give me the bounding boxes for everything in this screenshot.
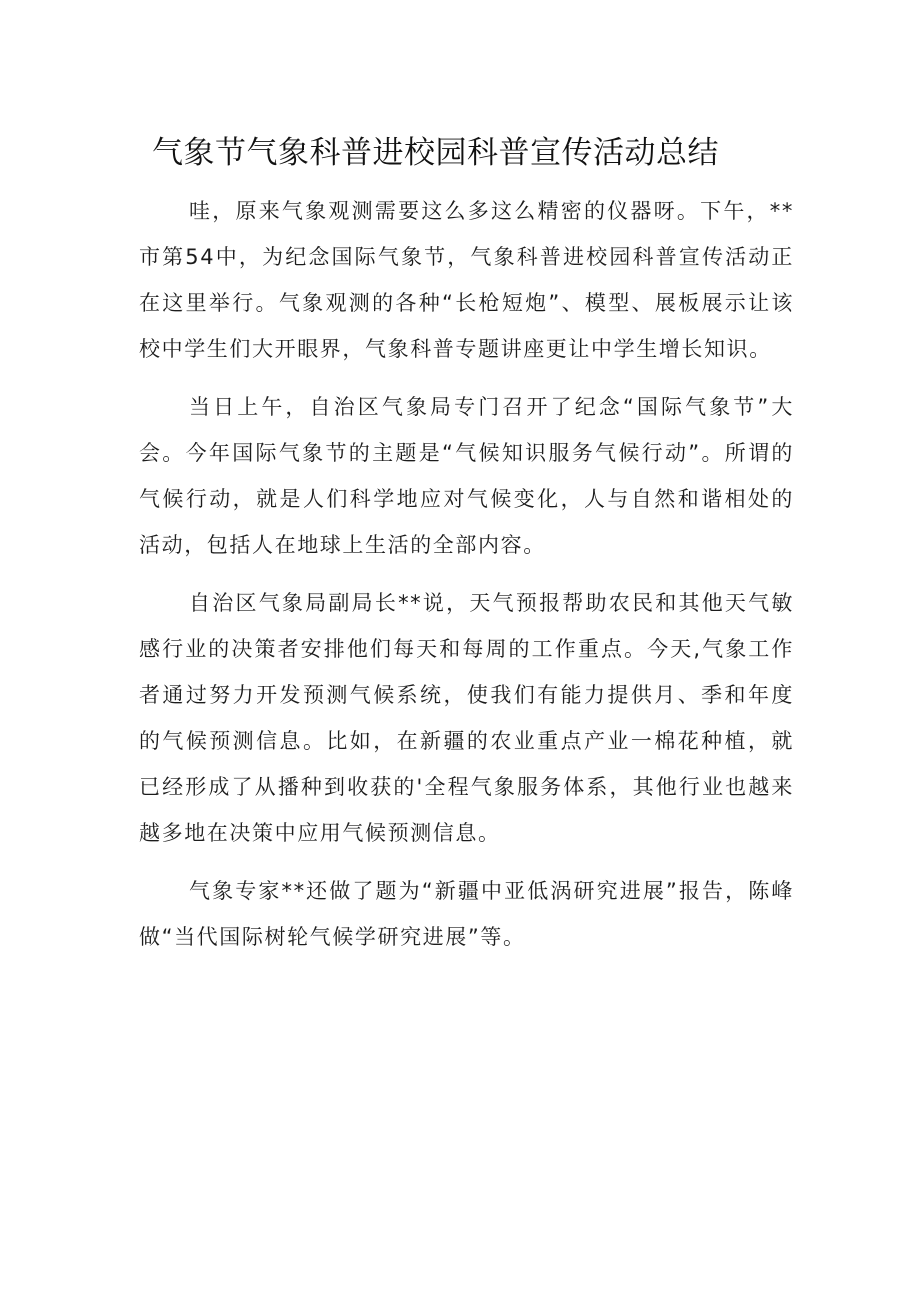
document-title: 气象节气象科普进校园科普宣传活动总结 bbox=[152, 135, 719, 171]
document-body bbox=[139, 188, 794, 972]
paragraph-4: 气象专家**还做了题为“新疆中亚低涡研究进展”报告，陈峰做“当代国际树轮气候学研究进展”等。 bbox=[139, 879, 794, 949]
paragraph-3: 自治区气象局副局长**说，天气预报帮助农民和其他天气敏感行业的决策者安排他们每天和每周的工作重点。今天,气象工作者通过努力开发预测气候系统，使我们有能力提供月、季和年度的气候预测信息。比如，在新疆的农业重点产业一棉花种植，就已经形成了从播种到收获的'全程气象服务体系，其他行业也越来越多地在决策中应用气候预测信息。 bbox=[139, 591, 794, 845]
paragraph-2: 当日上午，自治区气象局专门召开了纪念“国际气象节”大会。今年国际气象节的主题是“气候知识服务气候行动”。所谓的气候行动，就是人们科学地应对气候变化，人与自然和谐相处的活动，包括人在地球上生活的全部内容。 bbox=[139, 395, 794, 557]
paragraph-1: 哇，原来气象观测需要这么多这么精密的仪器呀。下午，**市第54中，为纪念国际气象节，气象科普进校园科普宣传活动正在这里举行。气象观测的各种“长枪短炮”、模型、展板展示让该校中学生们大开眼界，气象科普专题讲座更让中学生增长知识。 bbox=[139, 199, 794, 361]
